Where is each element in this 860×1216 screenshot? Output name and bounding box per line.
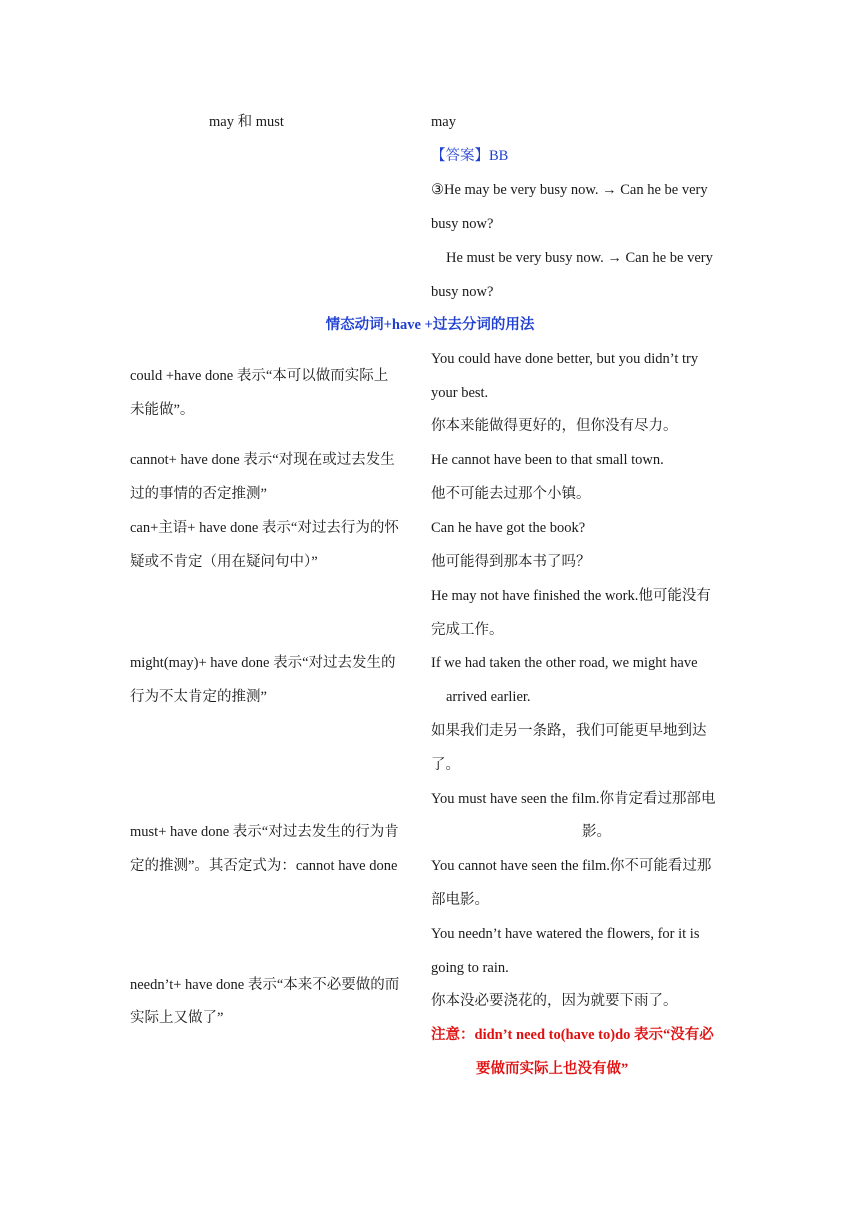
can-left-a: can+主语+ have done 表示“对过去行为的怀 xyxy=(130,520,399,536)
could-right-a: You could have done better, but you didn’t try xyxy=(431,351,699,367)
must-right-b: 影。 xyxy=(582,824,611,840)
must-left-a: must+ have done 表示“对过去发生的行为肯 xyxy=(130,824,399,840)
could-left-a: could +have done 表示“本可以做而实际上 xyxy=(130,368,389,384)
example-1-line-b: busy now? xyxy=(431,216,494,232)
might-right-c: If we had taken the other road, we might have xyxy=(431,655,698,671)
cannot-right-b: 他不可能去过那个小镇。 xyxy=(431,486,591,502)
must-right-c: You cannot have seen the film.你不可能看过那 xyxy=(431,858,712,874)
top-right-line1: may xyxy=(431,114,456,130)
neednt-right-a: You needn’t have watered the flowers, for it is xyxy=(431,926,700,942)
neednt-left-a: needn’t+ have done 表示“本来不必要做的而 xyxy=(130,977,400,993)
might-left-a: might(may)+ have done 表示“对过去发生的 xyxy=(130,655,396,671)
can-left-b: 疑或不肯定（用在疑问句中）” xyxy=(130,554,318,570)
cannot-right-a: He cannot have been to that small town. xyxy=(431,452,664,468)
must-left-b: 定的推测”。其否定式为：cannot have done xyxy=(130,858,398,874)
might-right-a: He may not have finished the work.他可能没有 xyxy=(431,588,711,604)
must-right-a: You must have seen the film.你肯定看过那部电 xyxy=(431,791,716,807)
note-line-a: 注意：didn’t need to(have to)do 表示“没有必 xyxy=(431,1027,714,1043)
example-1-line-a: ③He may be very busy now. → Can he be very xyxy=(431,182,708,198)
could-right-c: 你本来能做得更好的，但你没有尽力。 xyxy=(431,418,678,434)
must-right-d: 部电影。 xyxy=(431,892,489,908)
top-left-cell: may 和 must xyxy=(209,114,284,130)
example-2-line-a: He must be very busy now. → Can he be very xyxy=(446,250,713,266)
example-2-line-b: busy now? xyxy=(431,284,494,300)
might-right-e: 如果我们走另一条路，我们可能更早地到达 xyxy=(431,723,707,739)
cannot-left-b: 过的事情的否定推测” xyxy=(130,486,267,502)
could-left-b: 未能做”。 xyxy=(130,402,195,418)
section-title: 情态动词+have +过去分词的用法 xyxy=(325,317,535,333)
neednt-right-b: going to rain. xyxy=(431,960,509,976)
might-right-f: 了。 xyxy=(431,757,460,773)
might-left-b: 行为不太肯定的推测” xyxy=(130,689,267,705)
cannot-left-a: cannot+ have done 表示“对现在或过去发生 xyxy=(130,452,395,468)
neednt-right-c: 你本没必要浇花的，因为就要下雨了。 xyxy=(431,993,678,1009)
neednt-left-b: 实际上又做了” xyxy=(130,1010,224,1026)
might-right-b: 完成工作。 xyxy=(431,622,504,638)
note-line-b: 要做而实际上也没有做” xyxy=(476,1061,629,1077)
could-right-b: your best. xyxy=(431,385,489,401)
might-right-d: arrived earlier. xyxy=(446,689,531,705)
answer-label: 【答案】BB xyxy=(431,148,509,164)
can-right-b: 他可能得到那本书了吗？ xyxy=(431,554,591,570)
can-right-a: Can he have got the book? xyxy=(431,520,586,536)
